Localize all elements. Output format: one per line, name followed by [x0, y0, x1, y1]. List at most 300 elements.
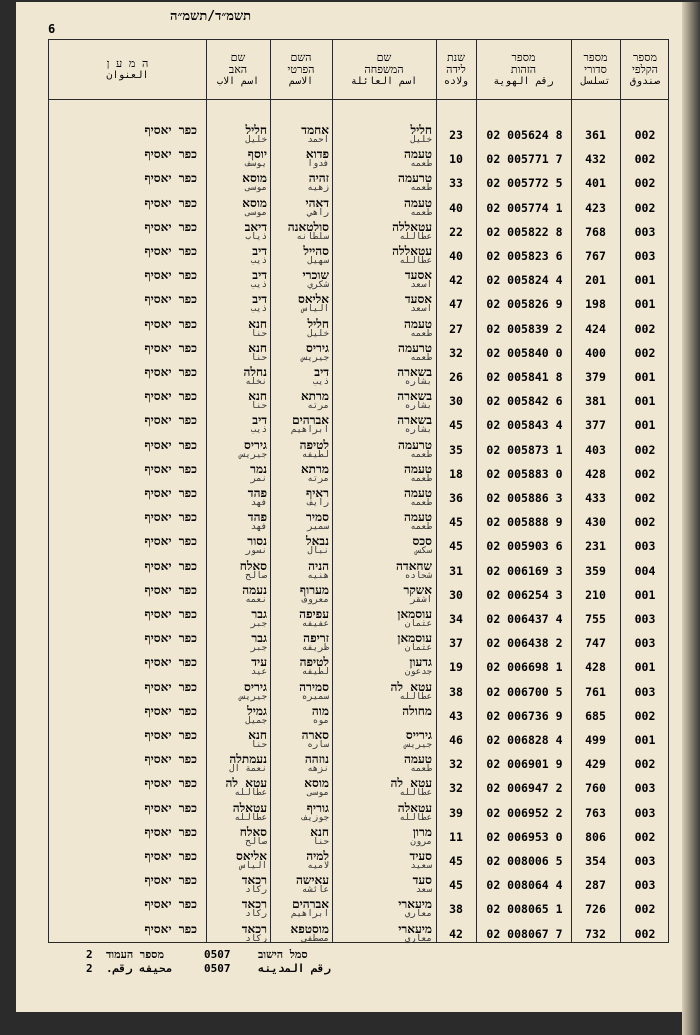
cell-box: 002 [634, 176, 656, 191]
cell-father-name-arabic: موسى [245, 207, 267, 218]
cell-address: כפר יאסיף [144, 438, 197, 452]
table-row [49, 631, 670, 655]
footer-settlement-code: 0507 [204, 948, 231, 961]
cell-first-name-arabic: لطيفه [301, 667, 329, 678]
cell-birth-year: 45 [449, 515, 463, 530]
cell-family-name-arabic: مرون [410, 836, 432, 847]
cell-family-name-arabic: طعمه [410, 473, 432, 484]
cell-serial: 287 [585, 878, 606, 893]
cell-first-name-arabic: ابراهيم [291, 909, 329, 920]
cell-first-name-arabic: لطيفه [301, 449, 329, 460]
cell-father-name: סאלח [239, 825, 267, 839]
cell-first-name: שוכרי [302, 269, 329, 283]
cell-box: 002 [634, 902, 656, 917]
table-row [49, 268, 670, 292]
cell-serial: 760 [585, 781, 606, 796]
cell-address: כפר יאסיף [144, 898, 197, 912]
cell-family-name-arabic: خليل [410, 135, 432, 145]
table-row [49, 462, 670, 486]
cell-father-name-arabic: نعمه [245, 594, 267, 605]
cell-father-name-arabic: ذيب [250, 256, 267, 266]
cell-family-name-arabic: بشاره [404, 401, 432, 412]
cell-box: 002 [634, 466, 656, 481]
cell-address: כפר יאסיף [144, 269, 197, 283]
cell-first-name-arabic: ساره [307, 740, 329, 750]
cell-father-name: גיריס [244, 438, 267, 452]
cell-birth-year: 10 [449, 152, 463, 167]
cell-birth-year: 22 [449, 224, 463, 239]
cell-birth-year: 34 [449, 612, 463, 626]
cell-address: כפר יאסיף [144, 414, 197, 428]
footer-city-code: 0507 [204, 962, 231, 975]
cell-serial: 361 [585, 128, 606, 142]
cell-first-name-arabic: جوزيف [301, 812, 329, 823]
cell-id-number: 02 006169 3 [486, 563, 563, 578]
cell-address: כפר יאסיף [144, 196, 197, 210]
header-id: מספר הזהות رقم الهوية [493, 50, 554, 87]
cell-father-name-arabic: صالح [245, 836, 267, 847]
cell-father-name: רכאד [241, 874, 267, 888]
cell-first-name: חנא [310, 825, 329, 839]
cell-father-name-arabic: جبر [250, 643, 267, 654]
cell-address: כפר יאסיף [144, 753, 197, 767]
cell-father-name-arabic: حنا [250, 401, 267, 412]
cell-box: 003 [634, 612, 656, 626]
cell-first-name-arabic: رايف [307, 498, 329, 508]
cell-box: 003 [634, 854, 656, 868]
cell-id-number: 02 005771 7 [486, 152, 563, 167]
cell-family-name-arabic: عثمان [404, 643, 432, 654]
cell-address: כפר יאסיף [144, 245, 197, 258]
cell-family-name-arabic: سعيد [410, 861, 432, 871]
cell-father-name: עיד [251, 656, 267, 670]
cell-box: 001 [634, 297, 656, 312]
cell-family-name-arabic: طعمه [410, 498, 432, 508]
cell-family-name: טעמה [403, 462, 432, 476]
cell-family-name-arabic: اسعد [410, 280, 432, 291]
cell-father-name-arabic: حنا [250, 352, 267, 363]
cell-id-number: 02 008006 5 [486, 854, 563, 868]
cell-first-name: נוזהה [304, 753, 329, 767]
cell-family-name: עטאללה [392, 245, 432, 258]
cell-first-name: לטיפה [299, 656, 329, 670]
cell-birth-year: 35 [449, 442, 463, 457]
cell-id-number: 02 005888 9 [486, 515, 563, 530]
cell-serial: 424 [585, 321, 606, 336]
cell-first-name: מרתא [300, 462, 329, 476]
cell-box: 002 [634, 152, 656, 167]
cell-box: 003 [634, 539, 656, 554]
table-row [49, 510, 670, 534]
cell-father-name-arabic: خليل [245, 135, 267, 145]
cell-first-name: לטיפה [299, 438, 329, 452]
cell-father-name-arabic: جيريس [239, 691, 267, 702]
header-father-name: שם האב اسم الاب [216, 50, 260, 87]
cell-father-name-arabic: ذيب [250, 425, 267, 436]
cell-first-name: גוריף [306, 801, 329, 815]
cell-first-name: סמיר [306, 511, 329, 525]
cell-address: כפר יאסיף [144, 148, 197, 162]
cell-family-name: עטאלה [397, 801, 432, 815]
cell-father-name: חנא [248, 341, 267, 355]
cell-birth-year: 23 [449, 128, 463, 142]
cell-family-name-arabic: معاري [404, 909, 432, 920]
cell-father-name: רכאד [241, 898, 267, 912]
cell-birth-year: 37 [449, 636, 463, 651]
table-row [49, 365, 670, 389]
cell-first-name-arabic: راهي [307, 207, 329, 218]
cell-father-name: דיב [252, 293, 267, 307]
cell-father-name: נעמה [242, 583, 267, 597]
table-row [49, 196, 670, 220]
table-row [49, 583, 670, 607]
page-edge [682, 2, 700, 1035]
cell-box: 002 [634, 757, 656, 772]
cell-address: כפר יאסיף [144, 366, 197, 379]
cell-first-name-arabic: الياس [301, 304, 329, 315]
cell-id-number: 02 005843 4 [486, 418, 563, 433]
cell-serial: 403 [585, 442, 606, 457]
cell-father-name: אליאס [236, 850, 267, 863]
cell-family-name-arabic: معاري [404, 933, 432, 944]
cell-first-name: מרתא [300, 390, 329, 404]
cell-serial: 499 [585, 733, 606, 747]
cell-box: 003 [634, 636, 656, 651]
cell-family-name: סעיד [409, 850, 432, 863]
cell-address: כפר יאסיף [144, 559, 197, 573]
cell-first-name: סארה [301, 729, 329, 742]
cell-father-name: דיב [252, 245, 267, 258]
cell-father-name: חנא [248, 390, 267, 404]
cell-father-name-arabic: ركاد [245, 933, 267, 944]
cell-birth-year: 11 [449, 829, 463, 844]
table-row [49, 897, 670, 921]
cell-father-name: נחלה [243, 366, 267, 379]
cell-father-name-arabic: ركاد [245, 885, 267, 896]
cell-id-number: 02 006736 9 [486, 708, 563, 723]
table-row [49, 655, 670, 679]
cell-family-name: טעמה [403, 487, 432, 500]
cell-address: כפר יאסיף [144, 729, 197, 742]
cell-father-name-arabic: يوسف [245, 159, 267, 170]
table-row [49, 607, 670, 631]
cell-birth-year: 43 [449, 708, 463, 723]
cell-family-name-arabic: طعمه [410, 159, 432, 170]
cell-address: כפר יאסיף [144, 777, 197, 791]
cell-id-number: 02 005826 9 [486, 297, 563, 312]
cell-family-name: טעמה [403, 753, 432, 767]
cell-first-name: אליאס [298, 293, 329, 307]
cell-first-name: חליל [307, 317, 329, 331]
cell-birth-year: 38 [449, 684, 463, 699]
cell-first-name: סולטאנה [287, 220, 329, 234]
cell-box: 001 [634, 587, 656, 602]
cell-family-name: עטא לה [390, 680, 432, 694]
cell-father-name: עטאלה [232, 801, 267, 815]
cell-father-name: מוסא [242, 196, 267, 210]
cell-serial: 400 [585, 345, 606, 360]
cell-first-name: סהייל [303, 245, 329, 258]
cell-first-name: מוסא [304, 777, 329, 791]
cell-address: כפר יאסיף [144, 874, 197, 888]
cell-father-name: גיריס [244, 680, 267, 694]
cell-address: כפר יאסיף [144, 850, 197, 863]
table-row [49, 171, 670, 195]
cell-father-name: פהד [247, 487, 267, 500]
cell-serial: 198 [585, 297, 606, 312]
header-divider [49, 99, 668, 100]
cell-first-name-arabic: زهيه [307, 183, 329, 194]
cell-family-name-arabic: اسعد [410, 304, 432, 315]
cell-family-name-arabic: طعمه [410, 764, 432, 775]
cell-address: כפר יאסיף [144, 801, 197, 815]
cell-family-name-arabic: طعمه [410, 522, 432, 533]
footer-city-label: رقم المدينه [258, 962, 331, 975]
cell-family-name: מרון [412, 825, 432, 839]
cell-birth-year: 46 [449, 733, 463, 747]
cell-box: 002 [634, 926, 656, 941]
cell-father-name-arabic: ذياب [245, 231, 267, 242]
cell-birth-year: 32 [449, 781, 463, 796]
cell-family-name-arabic: سعد [415, 885, 432, 896]
cell-father-name: נעמתלה [229, 753, 267, 767]
cell-box: 002 [634, 200, 656, 215]
cell-address: כפר יאסיף [144, 390, 197, 404]
cell-first-name-arabic: مرته [307, 473, 329, 484]
cell-box: 003 [634, 249, 656, 263]
cell-id-number: 02 008065 1 [486, 902, 563, 917]
cell-birth-year: 31 [449, 563, 463, 578]
cell-first-name-arabic: سهيل [307, 256, 329, 266]
table-row [49, 922, 670, 946]
cell-family-name: טרעמה [398, 341, 432, 355]
cell-first-name: מוה [311, 704, 329, 718]
cell-id-number: 02 005883 0 [486, 466, 563, 481]
header-first-name: השם הפרטי الاسم [287, 50, 315, 87]
cell-first-name-arabic: نزهه [307, 764, 329, 775]
cell-birth-year: 18 [449, 466, 463, 481]
cell-family-name: סכס [412, 535, 432, 549]
cell-box: 002 [634, 442, 656, 457]
cell-first-name-arabic: سمير [307, 522, 329, 533]
cell-family-name: אסעד [404, 293, 432, 307]
cell-serial: 761 [585, 684, 606, 699]
cell-first-name-arabic: مصطفى [301, 933, 329, 944]
cell-box: 002 [634, 491, 656, 505]
cell-father-name: מוסא [242, 172, 267, 186]
cell-birth-year: 42 [449, 273, 463, 288]
cell-father-name-arabic: نخله [245, 377, 267, 387]
cell-id-number: 02 005841 8 [486, 370, 563, 384]
cell-box: 001 [634, 733, 656, 747]
cell-address: כפר יאסיף [144, 632, 197, 646]
cell-family-name: טעמה [403, 317, 432, 331]
page-heading: תשמ״ד/תשמ״ה [170, 9, 252, 24]
cell-birth-year: 26 [449, 370, 463, 384]
cell-address: כפר יאסיף [144, 220, 197, 234]
cell-father-name-arabic: نعمة ال [229, 764, 267, 775]
cell-first-name-arabic: موه [312, 715, 329, 726]
footer-column-label: מספר העמוד [106, 948, 164, 961]
cell-box: 002 [634, 708, 656, 723]
cell-family-name: טעמה [403, 148, 432, 162]
cell-serial: 428 [585, 660, 606, 675]
cell-first-name: אחמד [301, 124, 329, 137]
cell-serial: 747 [585, 636, 606, 651]
table-row [49, 559, 670, 583]
cell-first-name: סמירה [299, 680, 329, 694]
header-box: מספר הקלפי صندوق [629, 50, 661, 87]
cell-first-name-arabic: ابراهيم [291, 425, 329, 436]
cell-id-number: 02 006698 1 [486, 660, 563, 675]
cell-birth-year: 45 [449, 878, 463, 893]
cell-serial: 354 [585, 854, 606, 868]
cell-father-name-arabic: ركاد [245, 909, 267, 920]
cell-family-name-arabic: جدعون [404, 667, 432, 678]
header-family-name: שם המשפחה اسم العائلة [350, 50, 418, 87]
table-row [49, 147, 670, 171]
cell-family-name: סעד [412, 874, 432, 888]
cell-first-name-arabic: نبال [307, 546, 329, 557]
cell-family-name: עטאללה [392, 220, 432, 234]
cell-first-name-arabic: معروف [301, 594, 329, 605]
cell-box: 004 [634, 563, 656, 578]
cell-father-name-arabic: ذيب [250, 280, 267, 291]
cell-id-number: 02 006952 2 [486, 805, 563, 820]
cell-serial: 377 [585, 418, 606, 433]
cell-id-number: 02 005824 4 [486, 273, 563, 288]
table-row [49, 486, 670, 510]
cell-father-name-arabic: فهد [250, 522, 267, 533]
cell-family-name: חליל [410, 124, 432, 137]
header-address: ה מ ע ן العنوان [106, 56, 149, 81]
cell-family-name: אסעד [404, 269, 432, 283]
cell-serial: 755 [585, 612, 606, 626]
cell-family-name: בשארה [397, 366, 432, 379]
cell-birth-year: 42 [449, 926, 463, 941]
cell-family-name: מיעארי [398, 922, 432, 936]
cell-first-name: פדוא [305, 148, 329, 162]
cell-family-name-arabic: سكس [415, 546, 432, 557]
cell-father-name: פהד [247, 511, 267, 525]
cell-family-name: עוסמאן [397, 632, 432, 646]
cell-serial: 428 [585, 466, 606, 481]
cell-id-number: 02 005873 1 [486, 442, 563, 457]
cell-id-number: 02 005840 0 [486, 345, 563, 360]
cell-family-name-arabic: طعمه [410, 328, 432, 339]
cell-box: 003 [634, 805, 656, 820]
cell-first-name-arabic: ذيب [312, 377, 329, 387]
cell-father-name-arabic: جيريس [239, 449, 267, 460]
cell-address: כפר יאסיף [144, 825, 197, 839]
cell-first-name: הניה [308, 559, 329, 573]
cell-first-name-arabic: جيريس [301, 352, 329, 363]
footer-column-no: 2 [86, 948, 93, 961]
cell-first-name: למיה [306, 850, 329, 863]
cell-family-name-arabic: بشاره [404, 377, 432, 387]
cell-family-name-arabic: عطالله [399, 231, 432, 242]
cell-serial: 231 [585, 539, 606, 554]
table-row [49, 849, 670, 873]
table-row [49, 341, 670, 365]
cell-serial: 429 [585, 757, 606, 772]
cell-birth-year: 33 [449, 176, 463, 191]
cell-id-number: 02 005624 8 [486, 128, 563, 142]
cell-birth-year: 40 [449, 200, 463, 215]
cell-family-name-arabic: طعمه [410, 352, 432, 363]
cell-serial: 381 [585, 394, 606, 409]
cell-id-number: 02 005774 1 [486, 200, 563, 215]
cell-birth-year: 36 [449, 491, 463, 505]
cell-id-number: 02 005903 6 [486, 539, 563, 554]
footer-settlement-label: סמל הישוב [258, 948, 308, 961]
cell-family-name-arabic: طعمه [410, 183, 432, 194]
cell-first-name: מערוף [299, 583, 329, 597]
cell-family-name: עוסמאן [397, 608, 432, 621]
cell-father-name: נסור [247, 535, 267, 549]
page-number: 6 [48, 22, 56, 36]
cell-serial: 726 [585, 902, 606, 917]
table-row [49, 317, 670, 341]
cell-box: 002 [634, 345, 656, 360]
cell-family-name: בשארה [397, 390, 432, 404]
cell-birth-year: 40 [449, 249, 463, 263]
cell-family-name: טרעמה [398, 172, 432, 186]
cell-father-name-arabic: نمر [250, 473, 267, 484]
cell-father-name: גבר [251, 608, 267, 621]
cell-first-name-arabic: شكري [307, 280, 329, 291]
cell-id-number: 02 008064 4 [486, 878, 563, 893]
cell-box: 003 [634, 878, 656, 893]
cell-serial: 763 [585, 805, 606, 820]
table-row [49, 220, 670, 244]
cell-first-name-arabic: ظريفه [301, 643, 329, 654]
cell-box: 001 [634, 660, 656, 675]
cell-father-name: עטא לה [225, 777, 267, 791]
cell-box: 001 [634, 418, 656, 433]
cell-father-name-arabic: نسور [245, 546, 267, 557]
cell-id-number: 02 006437 4 [486, 612, 563, 626]
cell-id-number: 02 006947 2 [486, 781, 563, 796]
cell-father-name-arabic: حنا [250, 740, 267, 750]
table-row [49, 825, 670, 849]
cell-id-number: 02 005823 6 [486, 249, 563, 263]
cell-birth-year: 30 [449, 587, 463, 602]
cell-address: כפר יאסיף [144, 317, 197, 331]
header-serial: מספר סדורי تسلسل [580, 50, 611, 87]
cell-first-name-arabic: مرته [307, 401, 329, 412]
cell-family-name-arabic: اشقر [410, 594, 432, 605]
cell-family-name-arabic: عثمان [404, 619, 432, 629]
cell-first-name-arabic: سلطانه [296, 231, 329, 242]
cell-address: כפר יאסיף [144, 172, 197, 186]
cell-address: כפר יאסיף [144, 608, 197, 621]
cell-first-name-arabic: سميره [301, 691, 329, 702]
table-row [49, 776, 670, 800]
cell-father-name: חנא [248, 317, 267, 331]
cell-id-number: 02 006901 9 [486, 757, 563, 772]
cell-birth-year: 39 [449, 805, 463, 820]
cell-first-name: עאישה [295, 874, 329, 888]
cell-family-name-arabic: عطالله [399, 256, 432, 266]
table-row [49, 873, 670, 897]
cell-serial: 379 [585, 370, 606, 384]
cell-family-name-arabic: جيريس [404, 740, 432, 750]
cell-first-name: נבאל [305, 535, 329, 549]
cell-birth-year: 27 [449, 321, 463, 336]
cell-serial: 806 [585, 829, 606, 844]
cell-serial: 433 [585, 491, 606, 505]
